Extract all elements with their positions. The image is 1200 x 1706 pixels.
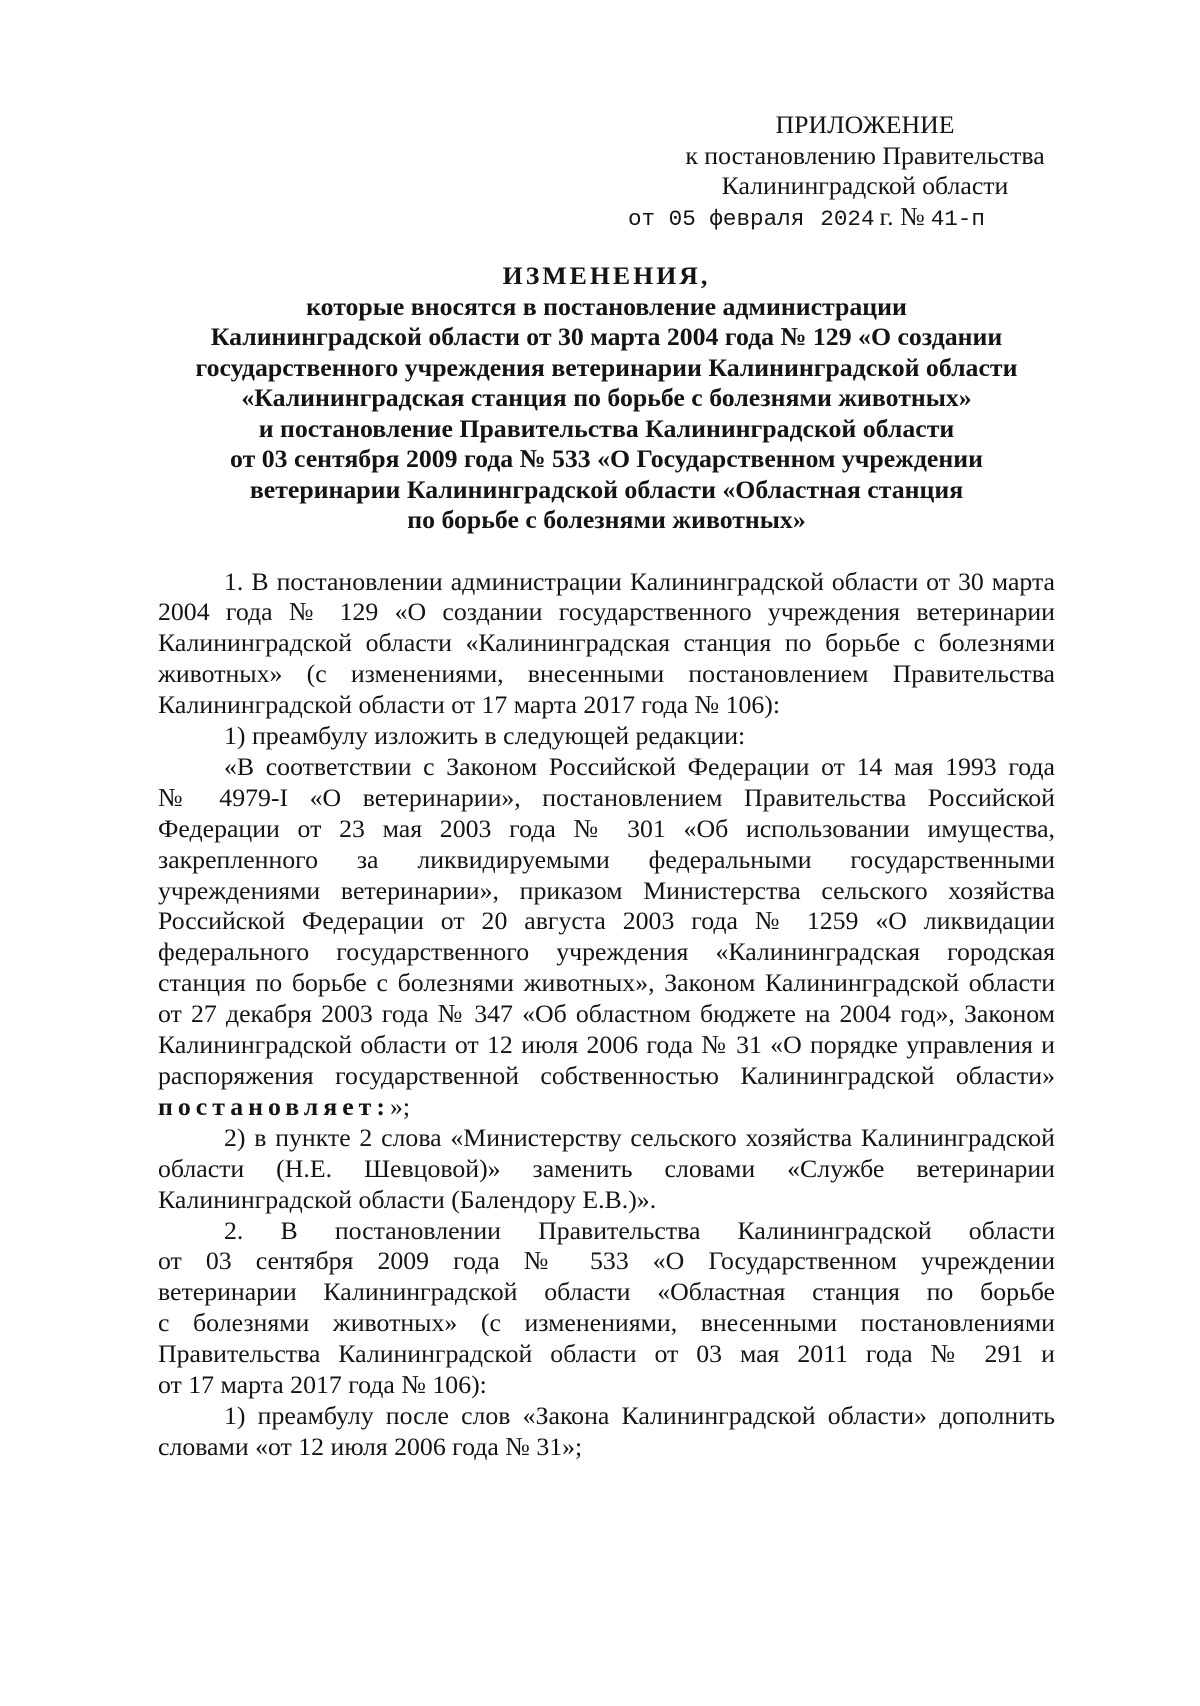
title-line: государственного учреждения ветеринарии Калининградской области bbox=[195, 352, 1018, 382]
paragraph-line: Российской Федерации от 20 августа 2003 года № 1259 «О ликвидации bbox=[158, 906, 1055, 936]
paragraph-line: 1) преамбулу после слов «Закона Калининградской области» дополнить bbox=[224, 1400, 1055, 1430]
resolution-date-line bbox=[628, 202, 985, 233]
paragraph-preamble-quote bbox=[158, 752, 1055, 1123]
paragraph-1-2 bbox=[158, 1123, 1055, 1216]
paragraph-line: с болезнями животных» (с изменениями, внесенными постановлениями bbox=[158, 1308, 1055, 1338]
paragraph-line: от 03 сентября 2009 года № 533 «О Государственном учреждении bbox=[158, 1246, 1055, 1276]
paragraph-line: Калининградской области от 12 июля 2006 года № 31 «О порядке управления и bbox=[158, 1030, 1055, 1060]
resolution-number: 41-п bbox=[930, 206, 985, 232]
paragraph-line: Калининградской области «Калининградская станция по борьбе с болезнями bbox=[158, 628, 1055, 658]
paragraph-1-1 bbox=[158, 721, 1055, 752]
paragraph-line: ветеринарии Калининградской области «Областная станция по борьбе bbox=[158, 1277, 1055, 1307]
resolution-year-suffix: г. № bbox=[879, 202, 925, 231]
title-line: «Калининградская станция по борьбе с болезнями животных» bbox=[241, 383, 972, 413]
title-line: которые вносятся в постановление администрации bbox=[306, 292, 907, 321]
paragraph-line: от 17 марта 2017 года № 106): bbox=[158, 1370, 487, 1400]
title-heading: ИЗМЕНЕНИЯ, bbox=[502, 261, 711, 290]
document-body bbox=[158, 567, 1055, 1463]
paragraph-line: Калининградской области (Балендору Е.В.)». bbox=[158, 1184, 657, 1214]
appendix-label: ПРИЛОЖЕНИЕ bbox=[775, 110, 955, 139]
paragraph-line: Калининградской области от 17 марта 2017 года № 106): bbox=[158, 690, 781, 720]
resolution-year: 2024 bbox=[820, 206, 875, 232]
title-line: ветеринарии Калининградской области «Областная станция bbox=[249, 474, 964, 504]
paragraph-line: области (Н.Е. Шевцовой)» заменить словами «Службе ветеринарии bbox=[158, 1153, 1055, 1183]
title-line: по борьбе с болезнями животных» bbox=[407, 505, 806, 535]
paragraph-line: 1. В постановлении администрации Калининградской области от 30 марта bbox=[224, 566, 1055, 596]
paragraph-line: 1) преамбулу изложить в следующей редакции: bbox=[224, 721, 746, 751]
paragraph-line: закрепленного за ликвидируемыми федеральными государственными bbox=[158, 844, 1055, 874]
paragraph-1 bbox=[158, 567, 1055, 722]
title-line: Калининградской области от 30 марта 2004 года № 129 «О создании bbox=[210, 322, 1003, 352]
appendix-header bbox=[680, 110, 1050, 202]
paragraph-line bbox=[158, 1092, 1055, 1123]
paragraph-line: № 4979-I «О ветеринарии», постановлением Правительства Российской bbox=[158, 782, 1055, 812]
paragraph-line: от 27 декабря 2003 года № 347 «Об областном бюджете на 2004 год», Законом bbox=[158, 999, 1055, 1029]
paragraph-line: станция по борьбе с болезнями животных», Законом Калининградской области bbox=[158, 968, 1055, 998]
resolution-date: от 05 февраля bbox=[628, 206, 805, 232]
paragraph-line: Федерации от 23 мая 2003 года № 301 «Об использовании имущества, bbox=[158, 813, 1055, 843]
paragraph-line: 2. В постановлении Правительства Калининградской области bbox=[224, 1215, 1055, 1245]
paragraph-line: федерального государственного учреждения «Калининградская городская bbox=[158, 937, 1055, 967]
paragraph-line: животных» (с изменениями, внесенными постановлением Правительства bbox=[158, 659, 1055, 689]
paragraph-line: «В соответствии с Законом Российской Федерации от 14 мая 1993 года bbox=[224, 751, 1055, 781]
enact-tail: »; bbox=[389, 1091, 411, 1121]
paragraph-2 bbox=[158, 1216, 1055, 1401]
paragraph-line: 2) в пункте 2 слова «Министерству сельского хозяйства Калининградской bbox=[224, 1122, 1055, 1152]
title-line: от 03 сентября 2009 года № 533 «О Государственном учреждении bbox=[230, 444, 983, 474]
paragraph-line: распоряжения государственной собственностью Калининградской области» bbox=[158, 1061, 1055, 1090]
paragraph-line: учреждениями ветеринарии», приказом Министерства сельского хозяйства bbox=[158, 875, 1055, 905]
enact-word: постановляет: bbox=[158, 1091, 390, 1121]
paragraph-line: словами «от 12 июля 2006 года № 31»; bbox=[158, 1431, 583, 1461]
paragraph-line: Правительства Калининградской области от 03 мая 2011 года № 291 и bbox=[158, 1339, 1055, 1369]
appendix-resolution-line: к постановлению Правительства bbox=[685, 140, 1045, 170]
paragraph-2-1 bbox=[158, 1401, 1055, 1463]
document-title bbox=[158, 260, 1055, 536]
paragraph-line: 2004 года № 129 «О создании государственного учреждения ветеринарии bbox=[158, 597, 1055, 627]
appendix-region-line: Калининградской области bbox=[721, 171, 1009, 201]
title-line: и постановление Правительства Калининградской области bbox=[258, 413, 955, 443]
